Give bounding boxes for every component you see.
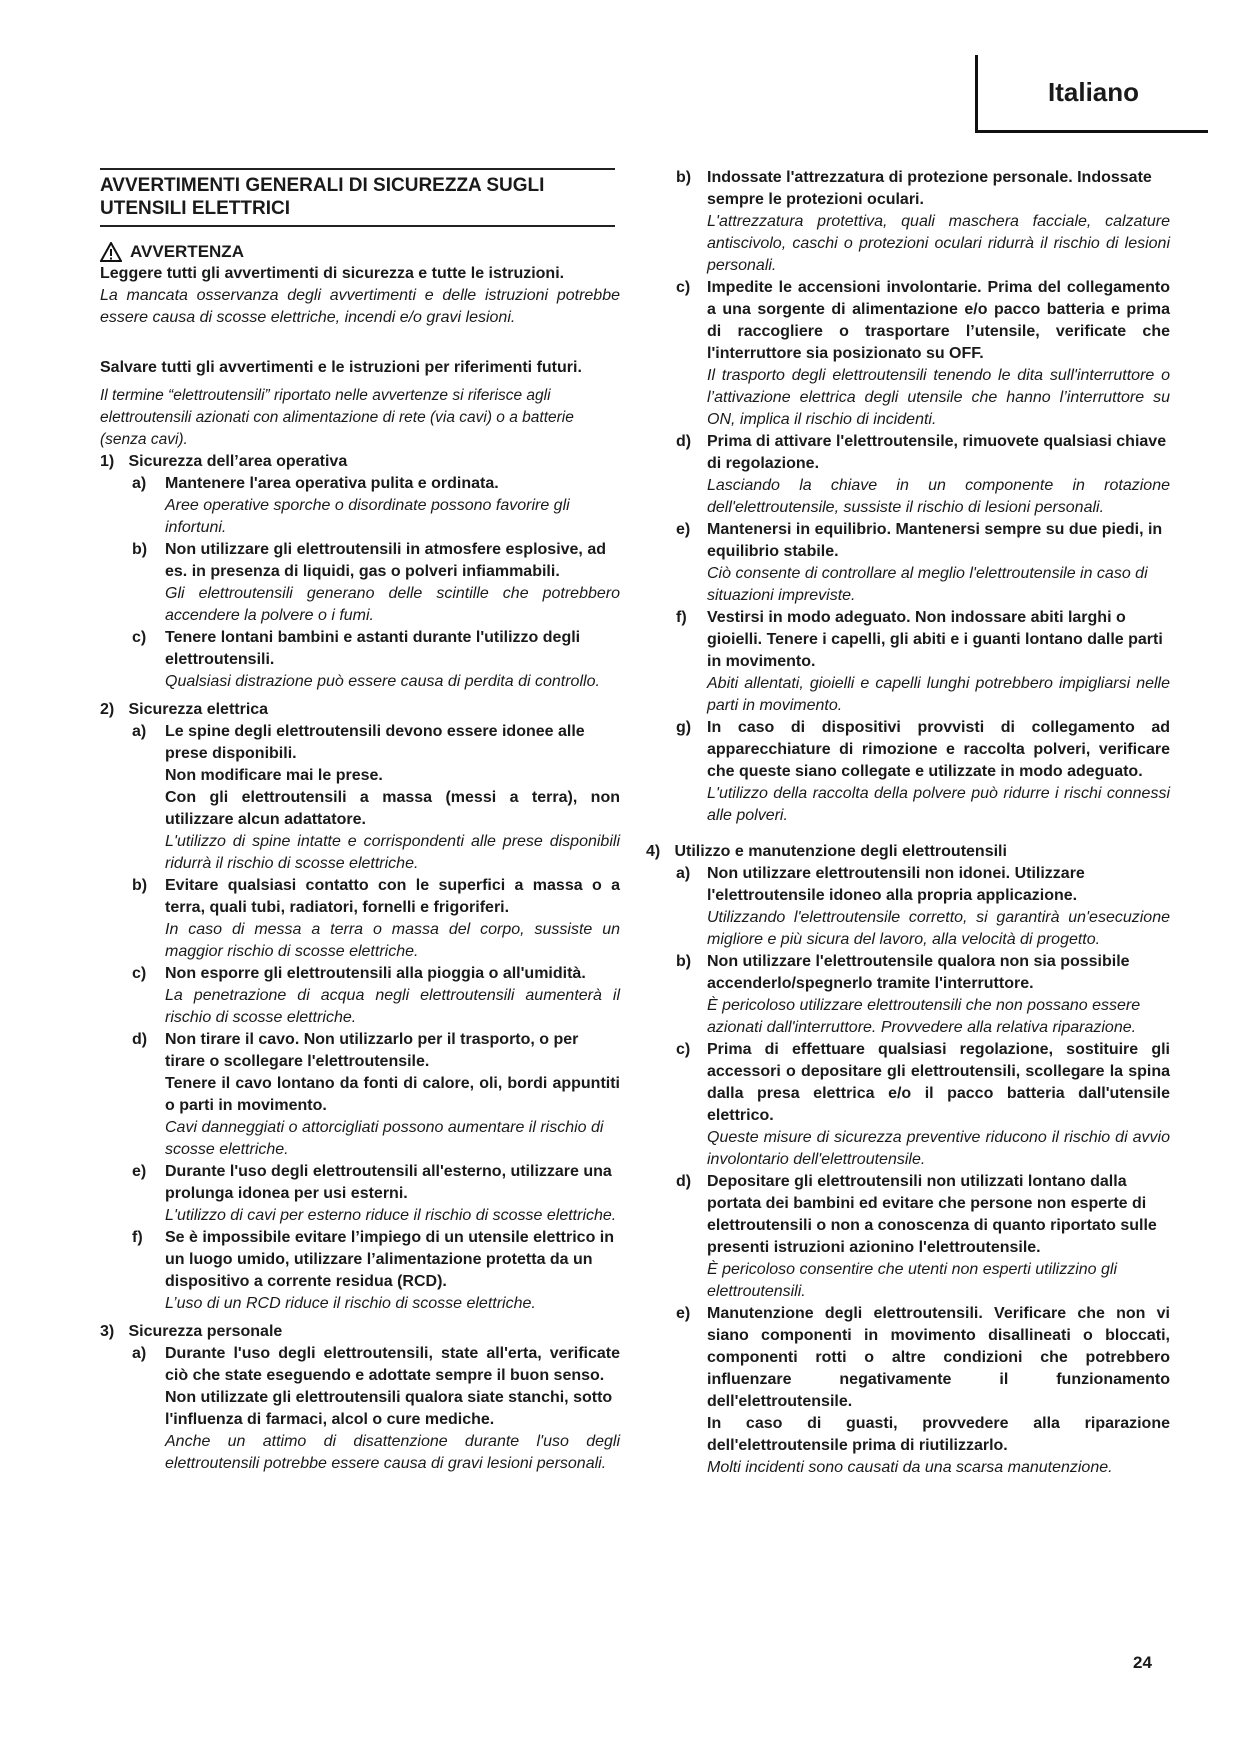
warning-italic-text: La mancata osservanza degli avvertimenti e delle istruzioni potrebbe essere causa di scosse elettriche, incendi e/o gravi lesioni. — [100, 287, 620, 326]
list-item: a) Non utilizzare elettroutensili non idonei. Utilizzare l'elettroutensile idoneo alla propria applicazione. Utilizzando l'elettroutensile corretto, si garantirà un'esecuzione migliore e più sicura del lavoro, alla velocità di progetto. — [676, 865, 1170, 948]
section-1-heading: 1) Sicurezza dell’area operativa — [100, 453, 348, 470]
warning-bold-text: Leggere tutti gli avvertimenti di sicurezza e tutte le istruzioni. — [100, 265, 565, 282]
list-item: e) Durante l'uso degli elettroutensili all'esterno, utilizzare una prolunga idonea per usi esterni. L'utilizzo di cavi per esterno riduce il rischio di scosse elettriche. — [132, 1163, 617, 1224]
list-item: f) Se è impossibile evitare l’impiego di un utensile elettrico in un luogo umido, utilizzare l’alimentazione protetta da un dispositivo a corrente residua (RCD). L’uso di un RCD riduce il rischio di scosse elettriche. — [132, 1229, 615, 1312]
section-2-heading: 2) Sicurezza elettrica — [100, 701, 269, 718]
list-item: e) Mantenersi in equilibrio. Mantenersi sempre su due piedi, in equilibrio stabile. Ciò consente di controllare al meglio l'elettroutensile in caso di situazioni impreviste. — [676, 521, 1163, 604]
list-item: d) Non tirare il cavo. Non utilizzarlo per il trasporto, o per tirare o scollegare l'elettroutensile. Tenere il cavo lontano da fonti di calore, oli, bordi appuntiti o parti in movimento. Cavi danneggiati o attorcigliati possono aumentare il rischio di scosse elettriche. — [132, 1031, 620, 1158]
warning-label: AVVERTENZA — [130, 242, 244, 261]
list-item: a) Mantenere l'area operativa pulita e ordinata. Aree operative sporche o disordinate possono favorire gli infortuni. — [132, 475, 570, 536]
page-number: 24 — [1133, 1653, 1152, 1672]
left-column — [100, 168, 620, 1475]
language-label: Italiano — [1048, 77, 1140, 107]
list-item: c) Prima di effettuare qualsiasi regolazione, sostituire gli accessori o depositare gli elettroutensili, scollegare la spina dalla presa elettrica e/o il pacco batteria dall'utensile elettrico. Queste misure di sicurezza preventive riducono il rischio di avvio involontario dell'elettroutensile. — [676, 1041, 1170, 1168]
list-item: b) Evitare qualsiasi contatto con le superfici a massa o a terra, quali tubi, radiatori, fornelli e frigoriferi. In caso di messa a terra o massa del corpo, sussiste un maggior rischio di scosse elettriche. — [132, 877, 620, 960]
list-item: b) Non utilizzare l'elettroutensile qualora non sia possibile accenderlo/spegnerlo tramite l'interruttore. È pericoloso utilizzare elettroutensili che non possano essere azionati dall'interruttore. Provvedere alla relativa riparazione. — [676, 953, 1141, 1036]
list-item: c) Non esporre gli elettroutensili alla pioggia o all'umidità. La penetrazione di acqua negli elettroutensili aumenterà il rischio di scosse elettriche. — [132, 965, 620, 1026]
list-item: f) Vestirsi in modo adeguato. Non indossare abiti larghi o gioielli. Tenere i capelli, gli abiti e i guanti lontano dalle parti in movimento. Abiti allentati, gioielli e capelli lunghi potrebbero impigliarsi nelle parti in movimento. — [676, 609, 1170, 714]
list-item: e) Manutenzione degli elettroutensili. Verificare che non vi siano componenti in movimento disallineati o bloccati, componenti rotti o altre condizioni che potrebbero influenzare negativamente il funzionamento dell'elettroutensile. In caso di guasti, provvedere alla riparazione dell'elettroutensile prima di riutilizzarlo. Molti incidenti sono causati da una scarsa manutenzione. — [676, 1305, 1170, 1476]
list-item: b) Indossate l'attrezzatura di protezione personale. Indossate sempre le protezioni oculari. L'attrezzatura protettiva, quali maschera facciale, calzature antiscivolo, caschi o protezioni oculari ridurrà il rischio di lesioni personali. — [676, 169, 1170, 274]
list-item: d) Prima di attivare l'elettroutensile, rimuovete qualsiasi chiave di regolazione. Lasciando la chiave in un componente in rotazione dell'elettroutensile, sussiste il rischio di lesioni personali. — [676, 433, 1170, 516]
section-title: AVVERTIMENTI GENERALI DI SICUREZZA SUGLI UTENSILI ELETTRICI — [100, 168, 615, 227]
language-header — [975, 55, 1208, 133]
list-item: a) Durante l'uso degli elettroutensili, state all'erta, verificate ciò che state eseguendo e adottate sempre il buon senso. Non utilizzate gli elettroutensili qualora siate stanchi, sotto l'influenza di farmaci, alcol o cure mediche. Anche un attimo di disattenzione durante l'uso degli elettroutensili potrebbe essere causa di gravi lesioni personali. — [132, 1345, 620, 1472]
section-3-heading: 3) Sicurezza personale — [100, 1323, 283, 1340]
term-definition-text: Il termine “elettroutensili” riportato nelle avvertenze si riferisce agli elettroutensili azionati con alimentazione di rete (via cavi) o a batterie (senza cavi). — [100, 387, 574, 448]
list-item: a) Le spine degli elettroutensili devono essere idonee alle prese disponibili. Non modificare mai le prese. Con gli elettroutensili a massa (messi a terra), non utilizzare alcun adattatore. L'utilizzo di spine intatte e corrispondenti alle prese disponibili ridurrà il rischio di scosse elettriche. — [132, 723, 620, 872]
list-item: b) Non utilizzare gli elettroutensili in atmosfere esplosive, ad es. in presenza di liquidi, gas o polveri infiammabili. Gli elettroutensili generano delle scintille che potrebbero accendere la polvere o i fumi. — [132, 541, 620, 624]
save-instructions-text: Salvare tutti gli avvertimenti e le istruzioni per riferimenti futuri. — [100, 359, 582, 376]
list-item: c) Impedite le accensioni involontarie. Prima del collegamento a una sorgente di alimentazione e/o pacco batteria e prima di raccogliere o trasportare l’utensile, verificate che l'interruttore sia posizionato su OFF. Il trasporto degli elettroutensili tenendo le dita sull'interruttore o l’attivazione elettrica degli utensile che hanno l’interruttore su ON, implica il rischio di incidenti. — [676, 279, 1170, 428]
warning-triangle-icon — [100, 242, 122, 262]
list-item: c) Tenere lontani bambini e astanti durante l'utilizzo degli elettroutensili. Qualsiasi distrazione può essere causa di perdita di controllo. — [132, 629, 600, 690]
list-item: d) Depositare gli elettroutensili non utilizzati lontano dalla portata dei bambini ed evitare che persone non esperte di elettroutensili o non a conoscenza di quanto riportato sulle presenti istruzioni azionino l'elettroutensile. È pericoloso consentire che utenti non esperti utilizzino gli elettroutensili. — [676, 1173, 1157, 1300]
list-item: g) In caso di dispositivi provvisti di collegamento ad apparecchiature di rimozione e raccolta polveri, verificare che queste siano collegate e utilizzate in modo adeguato. L'utilizzo della raccolta della polvere può ridurre i rischi connessi alle polveri. — [676, 719, 1170, 824]
warning-heading — [100, 241, 620, 263]
right-column — [646, 167, 1170, 1479]
section-4-heading: 4) Utilizzo e manutenzione degli elettroutensili — [646, 843, 1007, 860]
